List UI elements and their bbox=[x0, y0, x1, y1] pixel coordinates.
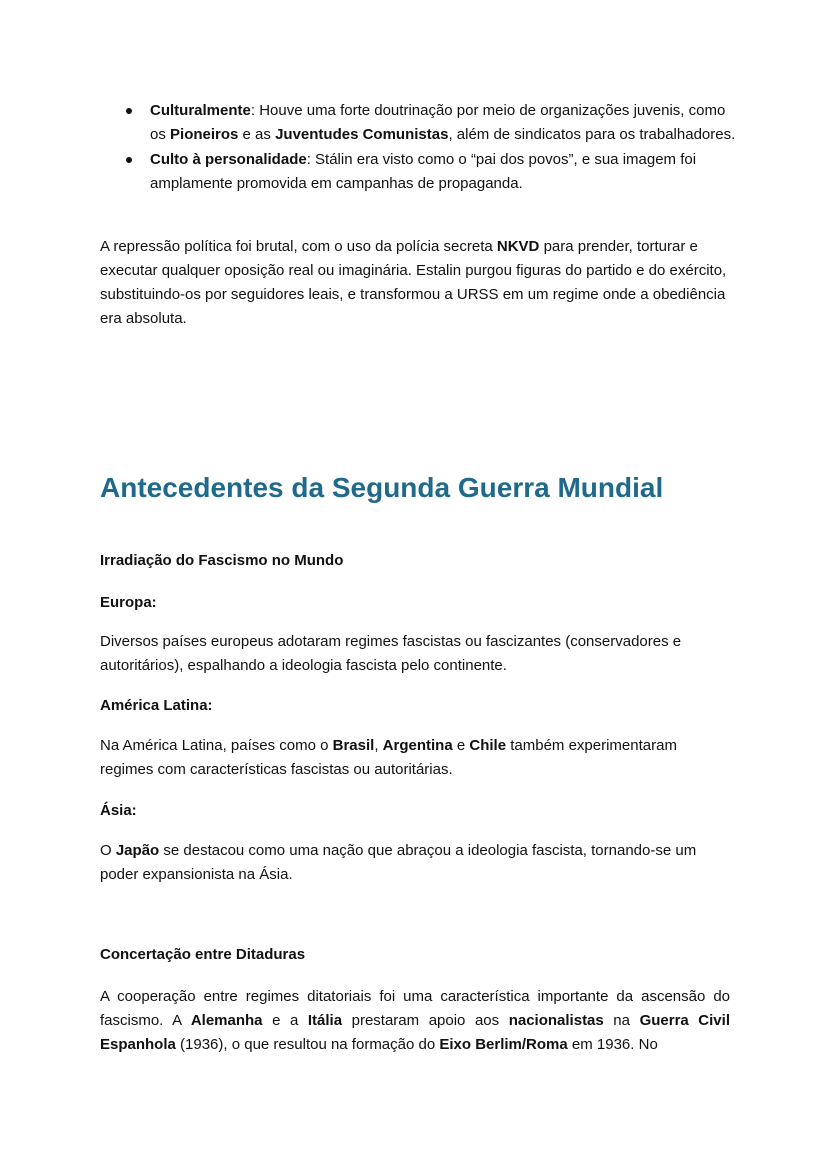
section-title: Antecedentes da Segunda Guerra Mundial bbox=[100, 472, 664, 503]
repression-paragraph bbox=[100, 235, 730, 331]
paragraph-text: prestaram apoio aos bbox=[342, 1012, 509, 1029]
concertacao-paragraph bbox=[100, 985, 730, 1057]
paragraph-text: (1936), o que resultou na formação do bbox=[175, 1036, 440, 1053]
paragraph-text: O bbox=[100, 842, 116, 859]
fascism-heading: Irradiação do Fascismo no Mundo bbox=[100, 552, 344, 569]
bold-term: NKVD bbox=[496, 238, 540, 255]
bold-term: Chile bbox=[469, 737, 507, 754]
bold-term: Itália bbox=[307, 1012, 343, 1029]
bullet-dot-icon bbox=[126, 157, 132, 163]
paragraph-text: na bbox=[603, 1012, 640, 1029]
bold-term: Japão bbox=[115, 842, 160, 859]
bullet-text: e as bbox=[238, 126, 276, 143]
bullet-term: Culto à personalidade bbox=[150, 151, 307, 168]
america-latina-label: América Latina: bbox=[100, 697, 213, 714]
asia-paragraph bbox=[100, 839, 730, 887]
bullet-text: : Houve uma forte doutrinação por meio de organizações juvenis, como os bbox=[150, 102, 726, 143]
bold-term: Argentina bbox=[382, 737, 453, 754]
paragraph-text: em 1936. No bbox=[567, 1036, 658, 1053]
europa-paragraph: Diversos países europeus adotaram regimes fascistas ou fascizantes (conservadores e autoritários), espalhando a ideologia fascista pelo continente. bbox=[100, 633, 682, 674]
bullet-term: Culturalmente bbox=[150, 102, 251, 119]
paragraph-text: se destacou como uma nação que abraçou a ideologia fascista, tornando-se um poder expansionista na Ásia. bbox=[100, 842, 697, 883]
america-latina-paragraph bbox=[100, 734, 730, 782]
bold-term: Brasil bbox=[332, 737, 375, 754]
bold-term: Eixo Berlim/Roma bbox=[439, 1036, 568, 1053]
asia-label: Ásia: bbox=[100, 802, 137, 819]
paragraph-text: para prender, torturar e executar qualquer oposição real ou imaginária. Estalin purgou figuras do partido e do exército, substituindo-os por seguidores leais, e transformou a URSS em um regime onde a obediência era absoluta. bbox=[100, 238, 727, 327]
bullet-item-culto bbox=[120, 148, 740, 196]
bullet-text: : Stálin era visto como o “pai dos povos”, e sua imagem foi amplamente promovida em campanhas de propaganda. bbox=[150, 151, 697, 192]
bullet-item-culturalmente bbox=[120, 99, 740, 147]
concertacao-heading: Concertação entre Ditaduras bbox=[100, 946, 306, 963]
paragraph-text: também experimentaram regimes com características fascistas ou autoritárias. bbox=[100, 737, 677, 778]
paragraph-text: A repressão política foi brutal, com o uso da polícia secreta bbox=[100, 238, 497, 255]
europa-label: Europa: bbox=[100, 594, 157, 611]
paragraph-text: Na América Latina, países como o bbox=[100, 737, 333, 754]
bold-term: Juventudes Comunistas bbox=[275, 126, 449, 143]
bold-term: Guerra Civil Espanhola bbox=[100, 1012, 730, 1053]
bold-term: Pioneiros bbox=[170, 126, 239, 143]
paragraph-text: e bbox=[452, 737, 470, 754]
bullet-list bbox=[120, 99, 740, 197]
bullet-text: , além de sindicatos para os trabalhadores. bbox=[448, 126, 736, 143]
paragraph-text: A cooperação entre regimes ditatoriais foi uma característica importante da ascensão do fascismo. A bbox=[100, 988, 730, 1029]
bullet-dot-icon bbox=[126, 108, 132, 114]
paragraph-text: , bbox=[374, 737, 383, 754]
bold-term: nacionalistas bbox=[508, 1012, 604, 1029]
bold-term: Alemanha bbox=[190, 1012, 263, 1029]
paragraph-text: e a bbox=[262, 1012, 308, 1029]
